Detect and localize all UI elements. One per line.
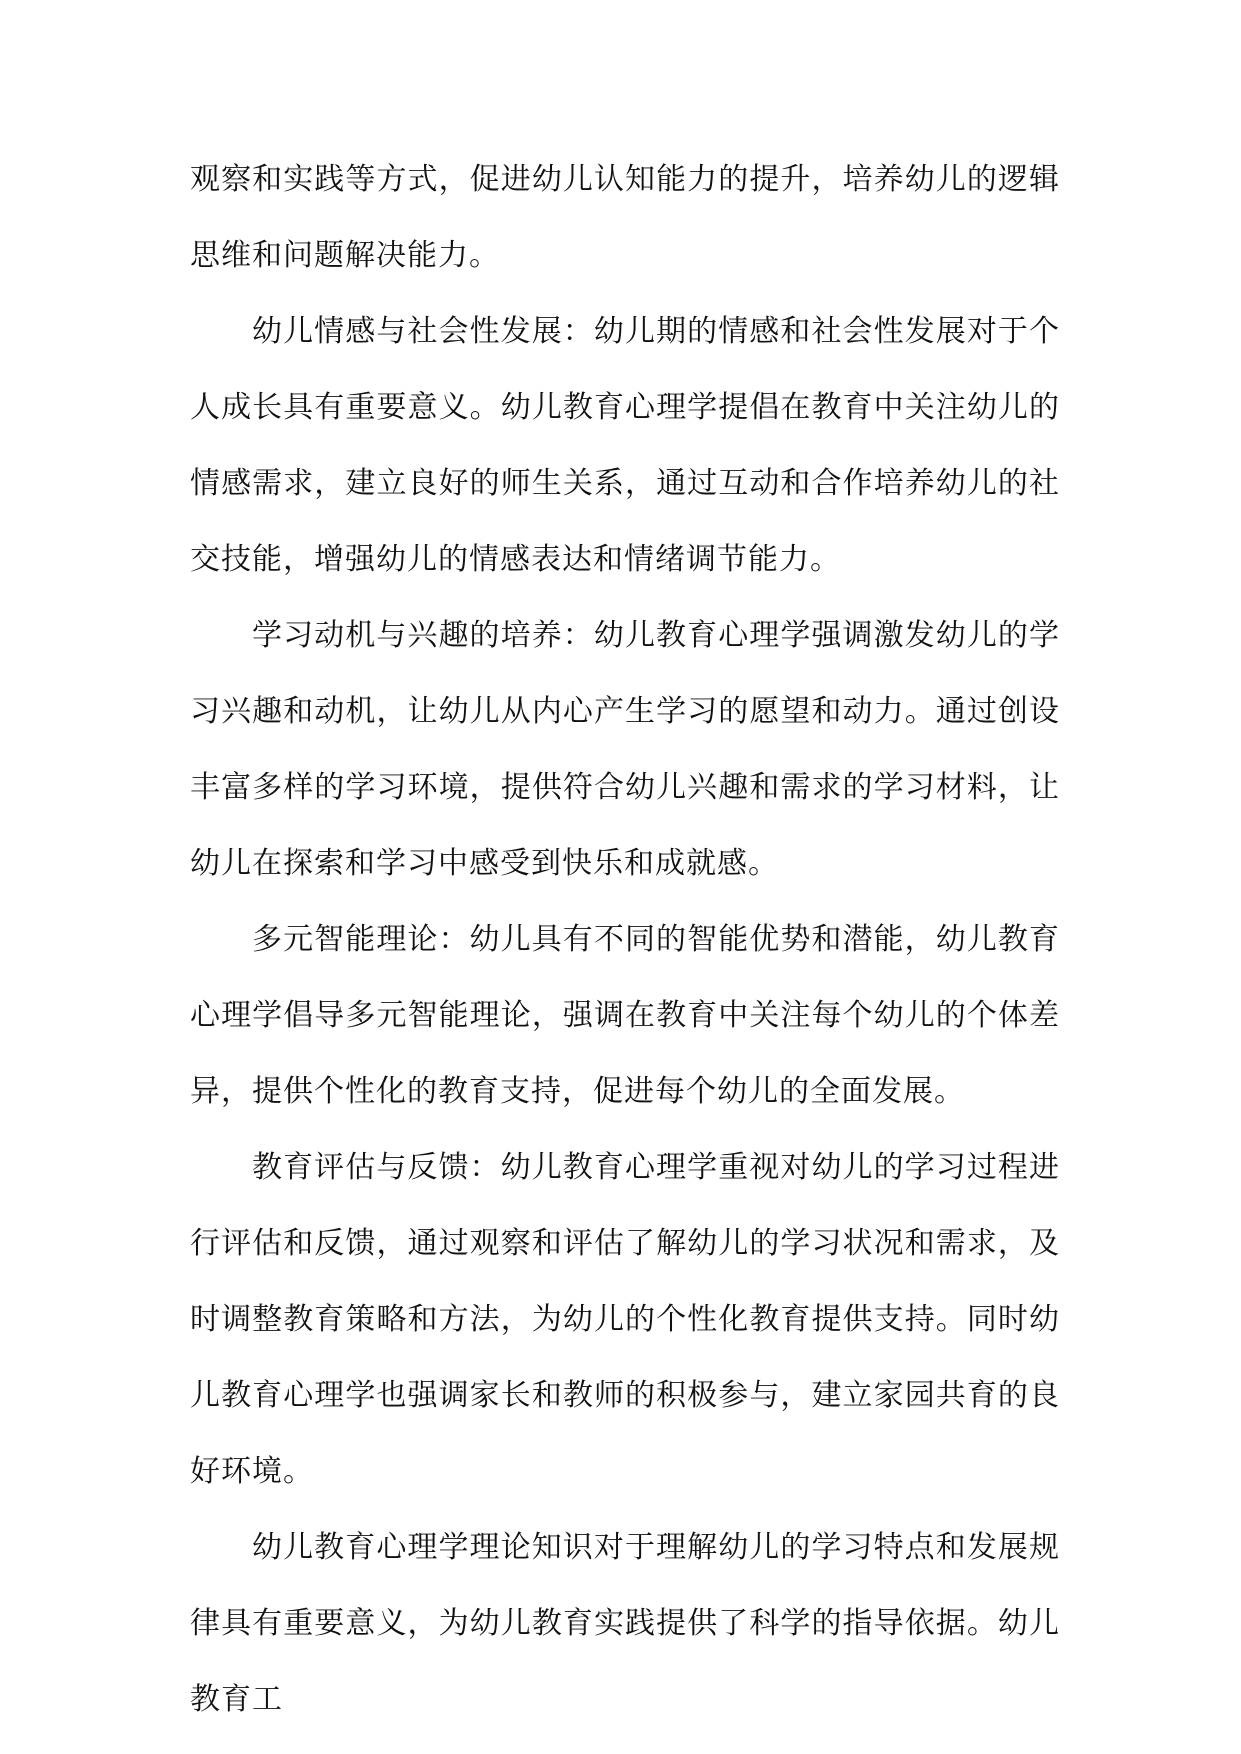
paragraph-emotional-social-development: 幼儿情感与社会性发展：幼儿期的情感和社会性发展对于个人成长具有重要意义。幼儿教育心理学提倡在教育中关注幼儿的情感需求，建立良好的师生关系，通过互动和合作培养幼儿的社交技能，增强幼儿的情感表达和情绪调节能力。	[190, 314, 1060, 577]
paragraph-learning-motivation: 学习动机与兴趣的培养：幼儿教育心理学强调激发幼儿的学习兴趣和动机，让幼儿从内心产生学习的愿望和动力。通过创设丰富多样的学习环境，提供符合幼儿兴趣和需求的学习材料，让幼儿在探索和学习中感受到快乐和成就感。	[190, 618, 1060, 881]
paragraph-cognition-continued: 观察和实践等方式，促进幼儿认知能力的提升，培养幼儿的逻辑思维和问题解决能力。	[190, 162, 1060, 273]
document-body	[190, 142, 1060, 1738]
paragraph-conclusion: 幼儿教育心理学理论知识对于理解幼儿的学习特点和发展规律具有重要意义，为幼儿教育实践提供了科学的指导依据。幼儿教育工	[190, 1530, 1060, 1717]
paragraph-multiple-intelligences: 多元智能理论：幼儿具有不同的智能优势和潜能，幼儿教育心理学倡导多元智能理论，强调在教育中关注每个幼儿的个体差异，提供个性化的教育支持，促进每个幼儿的全面发展。	[190, 922, 1060, 1109]
paragraph-assessment-feedback: 教育评估与反馈：幼儿教育心理学重视对幼儿的学习过程进行评估和反馈，通过观察和评估了解幼儿的学习状况和需求，及时调整教育策略和方法，为幼儿的个性化教育提供支持。同时幼儿教育心理学也强调家长和教师的积极参与，建立家园共育的良好环境。	[190, 1150, 1060, 1489]
